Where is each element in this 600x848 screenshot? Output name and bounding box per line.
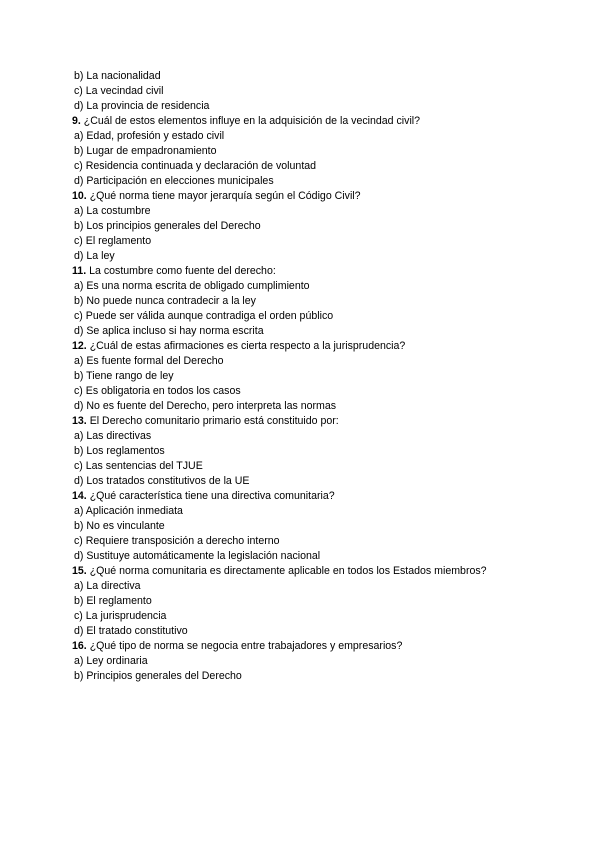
question-text: ¿Cuál de estos elementos influye en la adquisición de la vecindad civil?	[83, 115, 421, 127]
option-text: b) El reglamento	[74, 595, 152, 607]
question-item	[72, 264, 542, 339]
carry-over-options	[72, 69, 542, 114]
option-text: b) No es vinculante	[74, 520, 165, 532]
option-text: c) Residencia continuada y declaración de voluntad	[74, 160, 317, 172]
option-text: b) Tiene rango de ley	[74, 370, 174, 382]
option-text: c) La vecindad civil	[74, 85, 164, 97]
option-text: b) La nacionalidad	[74, 70, 161, 82]
question-item	[72, 639, 542, 684]
question-stem	[72, 264, 542, 279]
option-text: d) Se aplica incluso si hay norma escrita	[74, 325, 264, 337]
question-number: 15.	[72, 565, 87, 577]
question-number: 13.	[72, 415, 87, 427]
option-text: a) La costumbre	[74, 205, 151, 217]
question-number: 10.	[72, 190, 87, 202]
option-text: a) Es una norma escrita de obligado cumplimiento	[74, 280, 310, 292]
option-text: d) No es fuente del Derecho, pero interpreta las normas	[74, 400, 337, 412]
question-text: La costumbre como fuente del derecho:	[89, 265, 276, 277]
question-list	[72, 69, 542, 684]
question-number: 11.	[72, 265, 87, 277]
option-text: a) Es fuente formal del Derecho	[74, 355, 224, 367]
question-item	[72, 189, 542, 264]
option-text: d) Participación en elecciones municipales	[74, 175, 274, 187]
question-item	[72, 339, 542, 414]
option-text: a) Ley ordinaria	[74, 655, 148, 667]
option-text: b) Los reglamentos	[74, 445, 165, 457]
question-text: El Derecho comunitario primario está constituido por:	[89, 415, 339, 427]
option-text: c) El reglamento	[74, 235, 152, 247]
option-text: c) Es obligatoria en todos los casos	[74, 385, 241, 397]
option-text: c) La jurisprudencia	[74, 610, 167, 622]
option-text: b) Principios generales del Derecho	[74, 670, 242, 682]
option-text: d) La ley	[74, 250, 115, 262]
question-number: 14.	[72, 490, 87, 502]
option-text: b) Lugar de empadronamiento	[74, 145, 217, 157]
option-text: d) Los tratados constitutivos de la UE	[74, 475, 250, 487]
question-stem	[72, 114, 542, 129]
question-stem	[72, 489, 542, 504]
option-text: a) Aplicación inmediata	[74, 505, 183, 517]
question-item	[72, 414, 542, 489]
option-text: b) No puede nunca contradecir a la ley	[74, 295, 256, 307]
option-text: c) Las sentencias del TJUE	[74, 460, 203, 472]
question-text: ¿Qué norma comunitaria es directamente aplicable en todos los Estados miembros?	[89, 565, 487, 577]
question-stem	[72, 639, 542, 654]
question-number: 16.	[72, 640, 87, 652]
option-text: a) La directiva	[74, 580, 141, 592]
option-text: d) El tratado constitutivo	[74, 625, 188, 637]
question-text: ¿Cuál de estas afirmaciones es cierta respecto a la jurisprudencia?	[89, 340, 406, 352]
option-text: c) Puede ser válida aunque contradiga el orden público	[74, 310, 334, 322]
question-item	[72, 564, 542, 639]
option-text: d) La provincia de residencia	[74, 100, 210, 112]
question-text: ¿Qué tipo de norma se negocia entre trabajadores y empresarios?	[89, 640, 403, 652]
question-item	[72, 114, 542, 189]
question-item	[72, 489, 542, 564]
option-text: a) Edad, profesión y estado civil	[74, 130, 225, 142]
question-text: ¿Qué norma tiene mayor jerarquía según el Código Civil?	[89, 190, 361, 202]
question-stem	[72, 339, 542, 354]
question-stem	[72, 189, 542, 204]
option-text: d) Sustituye automáticamente la legislación nacional	[74, 550, 321, 562]
question-text: ¿Qué característica tiene una directiva comunitaria?	[89, 490, 335, 502]
option-text: c) Requiere transposición a derecho interno	[74, 535, 280, 547]
question-number: 9.	[72, 115, 81, 127]
question-stem	[72, 564, 542, 579]
question-stem	[72, 414, 542, 429]
option-text: a) Las directivas	[74, 430, 152, 442]
question-number: 12.	[72, 340, 87, 352]
option-text: b) Los principios generales del Derecho	[74, 220, 261, 232]
